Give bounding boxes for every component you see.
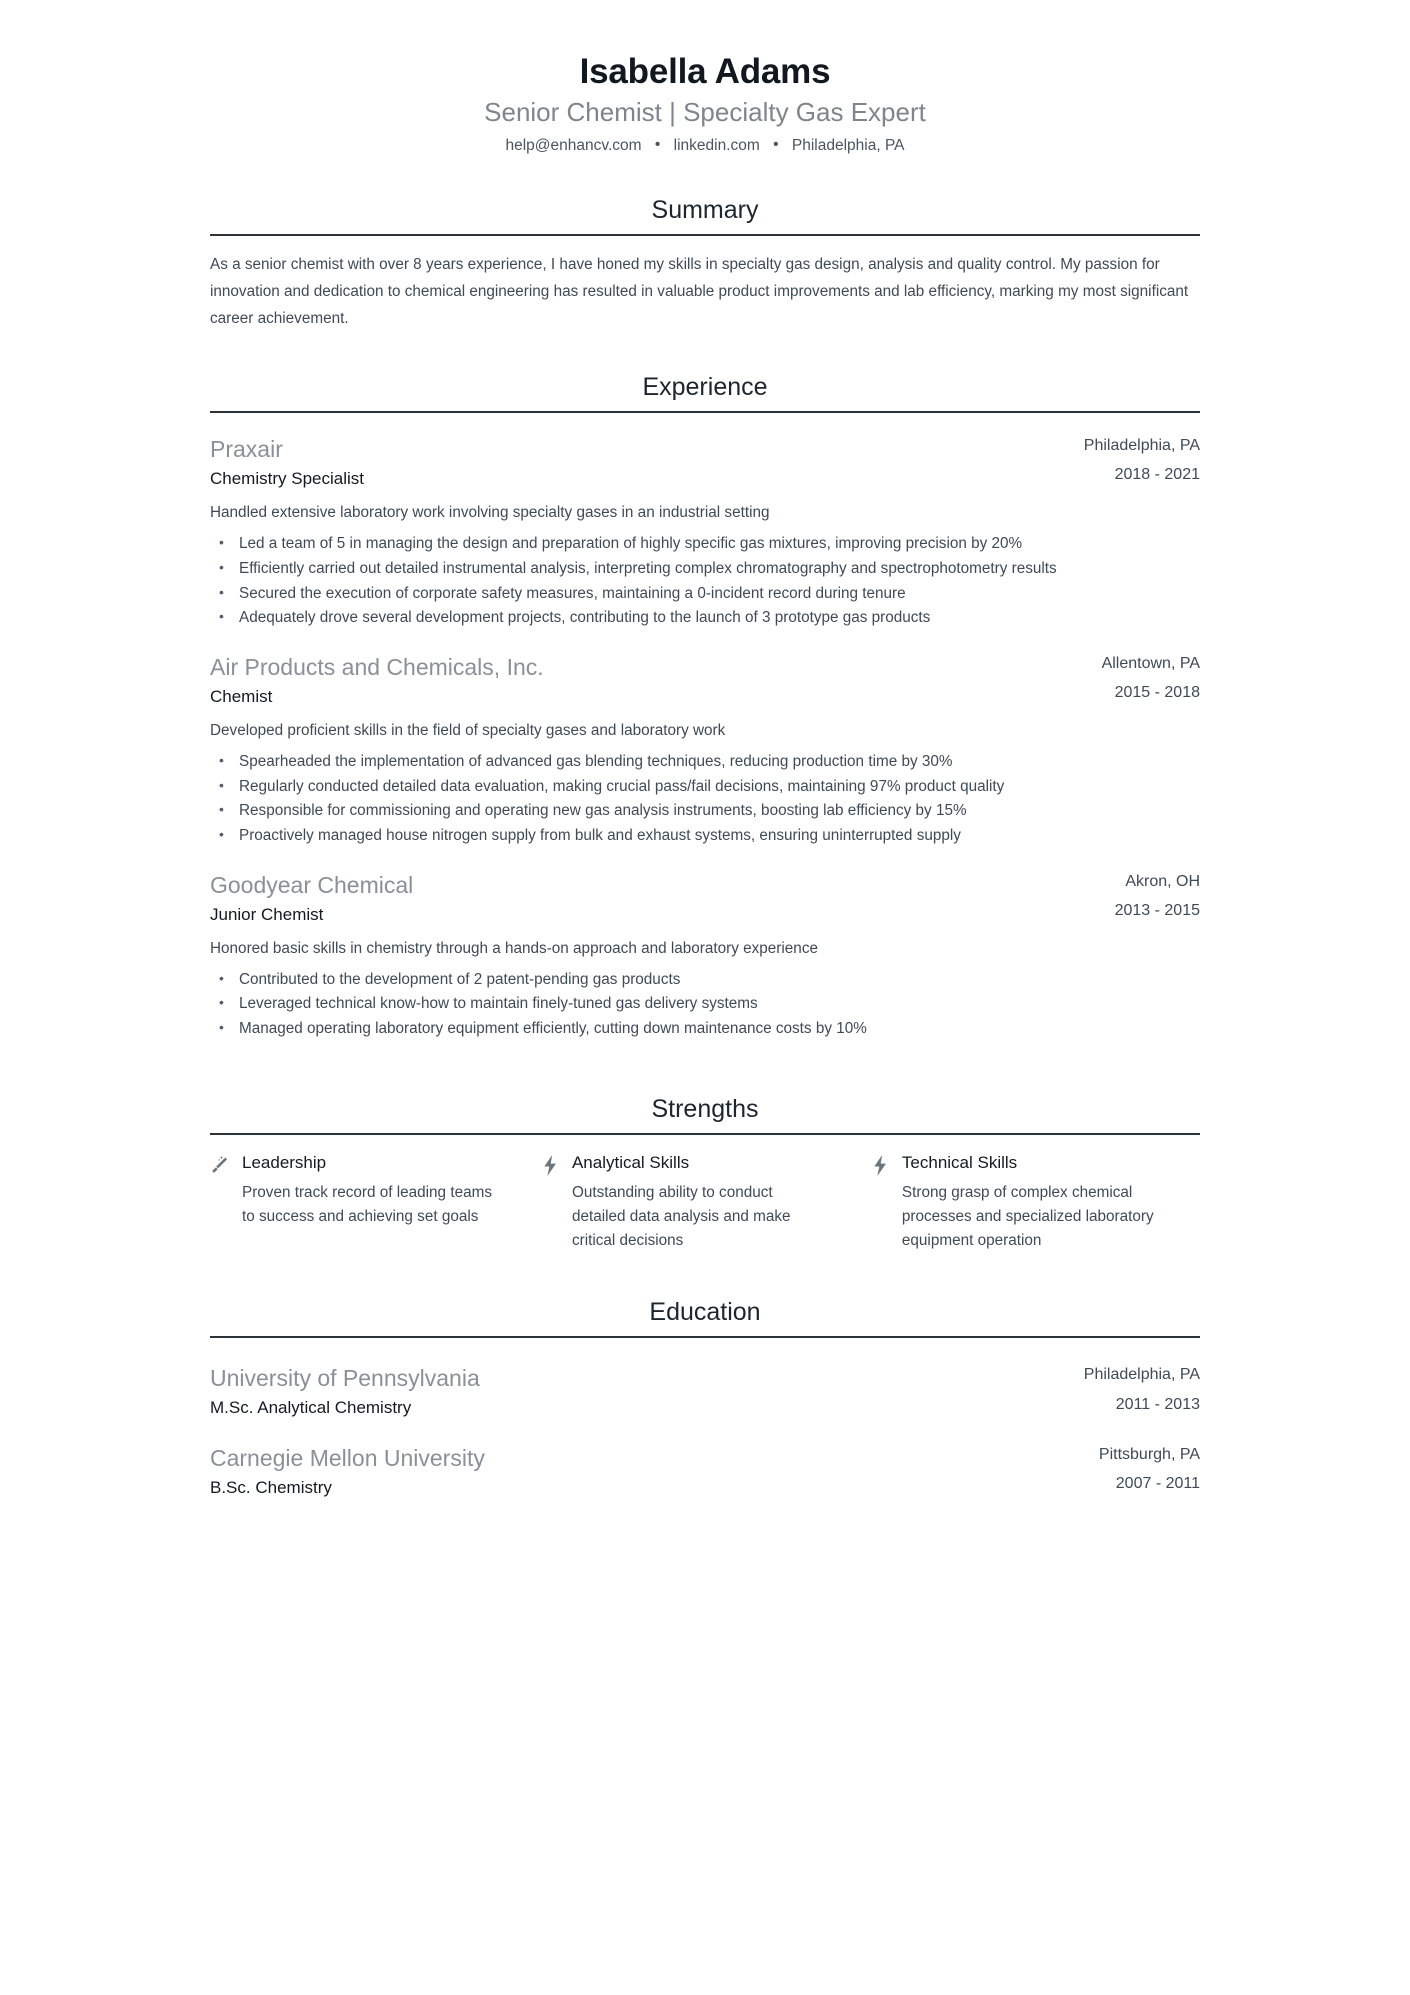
lightning-bolt-icon: [870, 1153, 892, 1177]
employer-name: Air Products and Chemicals, Inc.: [210, 654, 544, 681]
employer-name: Praxair: [210, 436, 283, 463]
degree-name: M.Sc. Analytical Chemistry: [210, 1398, 412, 1418]
bullet-separator-icon: •: [654, 135, 661, 153]
contact-line: [210, 137, 1200, 156]
job-description: Handled extensive laboratory work involving specialty gases in an industrial setting: [210, 504, 770, 522]
school-name: University of Pennsylvania: [210, 1365, 480, 1392]
magic-wand-icon: [210, 1153, 232, 1177]
job-dates: 2013 - 2015: [1114, 902, 1200, 920]
job-description: Honored basic skills in chemistry through a hands-on approach and laboratory experience: [210, 939, 818, 957]
job-title: Chemist: [210, 687, 273, 706]
list-item: • Proactively managed house nitrogen supply from bulk and exhaust systems, ensuring uninterrupted supply: [210, 824, 1200, 849]
list-item: • Leveraged technical know-how to maintain finely-tuned gas delivery systems: [210, 992, 1200, 1017]
section-title-education: Education: [649, 1298, 761, 1327]
list-item: • Efficiently carried out detailed instrumental analysis, interpreting complex chromatography and spectrophotometry results: [210, 557, 1200, 582]
job-description: Developed proficient skills in the field of specialty gases and laboratory work: [210, 721, 726, 739]
section-title-summary: Summary: [651, 196, 759, 225]
strength-item: [540, 1152, 870, 1253]
employer-name: Goodyear Chemical: [210, 871, 414, 898]
education-entry: [210, 1444, 1200, 1500]
strength-title: Technical Skills: [901, 1153, 1018, 1172]
list-item: • Responsible for commissioning and operating new gas analysis instruments, boosting lab efficiency by 15%: [210, 799, 1200, 824]
strength-description: Proven track record of leading teams to success and achieving set goals: [242, 1184, 492, 1226]
job-location: Akron, OH: [1125, 872, 1200, 890]
job-location: Allentown, PA: [1101, 655, 1200, 673]
job-title: Chemistry Specialist: [210, 469, 364, 489]
school-name: Carnegie Mellon University: [210, 1445, 485, 1472]
strength-item: [870, 1152, 1200, 1253]
section-experience: [210, 372, 1200, 1042]
contact-email[interactable]: help@enhancv.com: [505, 136, 642, 154]
strength-description: Outstanding ability to conduct detailed data analysis and make critical decisions: [571, 1184, 791, 1250]
section-divider: [210, 1133, 1200, 1135]
list-item: • Adequately drove several development projects, contributing to the launch of 3 prototype gas products: [210, 606, 1200, 631]
lightning-bolt-icon: [540, 1153, 562, 1177]
education-entry: [210, 1364, 1200, 1420]
job-bullet-list: [210, 532, 1200, 631]
candidate-name: Isabella Adams: [579, 52, 831, 91]
job-bullet-list: [210, 968, 1200, 1042]
job-title: Junior Chemist: [210, 904, 324, 924]
section-summary: [210, 195, 1200, 332]
list-item: • Managed operating laboratory equipment efficiently, cutting down maintenance costs by 10%: [210, 1017, 1200, 1042]
experience-entry: [210, 871, 1200, 1042]
contact-linkedin[interactable]: linkedin.com: [673, 136, 760, 154]
school-location: Philadelphia, PA: [1083, 1366, 1200, 1384]
strength-description: Strong grasp of complex chemical processes and specialized laboratory equipment operation: [901, 1184, 1154, 1250]
degree-name: B.Sc. Chemistry: [210, 1478, 332, 1498]
list-item: • Led a team of 5 in managing the design and preparation of highly specific gas mixtures, improving precision by 20%: [210, 532, 1200, 557]
school-dates: 2011 - 2013: [1115, 1395, 1200, 1413]
strength-item: [210, 1152, 540, 1253]
section-divider: [210, 1336, 1200, 1338]
experience-entry: [210, 435, 1200, 631]
list-item: • Spearheaded the implementation of advanced gas blending techniques, reducing production time by 30%: [210, 750, 1200, 775]
section-title-experience: Experience: [642, 373, 768, 402]
section-divider: [210, 411, 1200, 413]
candidate-headline: Senior Chemist | Specialty Gas Expert: [484, 97, 926, 128]
school-dates: 2007 - 2011: [1115, 1475, 1200, 1493]
job-bullet-list: [210, 750, 1200, 849]
section-education: [210, 1297, 1200, 1500]
school-location: Pittsburgh, PA: [1098, 1446, 1200, 1464]
job-dates: 2015 - 2018: [1114, 684, 1200, 702]
list-item: • Contributed to the development of 2 patent-pending gas products: [210, 968, 1200, 993]
bullet-separator-icon: •: [773, 135, 779, 153]
strength-title: Leadership: [242, 1153, 327, 1172]
job-dates: 2018 - 2021: [1114, 466, 1200, 484]
section-strengths: [210, 1094, 1200, 1253]
strength-title: Analytical Skills: [571, 1153, 690, 1172]
resume-header: [210, 52, 1200, 155]
job-location: Philadelphia, PA: [1083, 437, 1200, 455]
strengths-grid: [210, 1152, 1200, 1253]
summary-text: As a senior chemist with over 8 years experience, I have honed my skills in specialty gas design, analysis and quality control. My passion for innovation and dedication to chemical engineering has resulted in valuable product improvements and lab efficiency, marking my most significant career achievement.: [210, 256, 1189, 327]
section-divider: [210, 234, 1200, 236]
list-item: • Secured the execution of corporate safety measures, maintaining a 0-incident record during tenure: [210, 582, 1200, 607]
experience-entry: [210, 653, 1200, 849]
list-item: • Regularly conducted detailed data evaluation, making crucial pass/fail decisions, maintaining 97% product quality: [210, 775, 1200, 800]
contact-location: Philadelphia, PA: [791, 136, 905, 154]
section-title-strengths: Strengths: [651, 1095, 759, 1123]
